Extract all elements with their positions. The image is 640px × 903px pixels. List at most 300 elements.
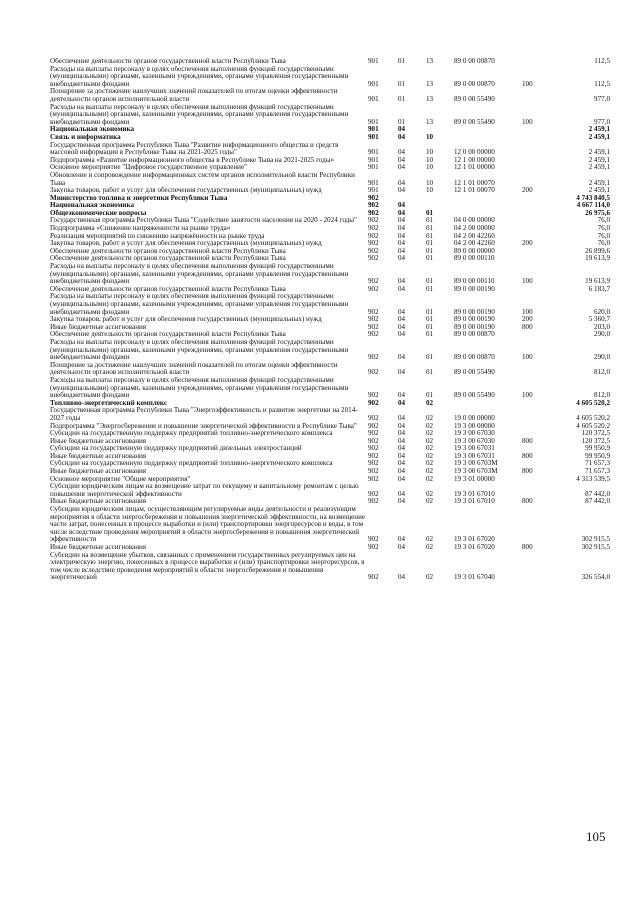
row-section-code: 04	[398, 544, 406, 551]
table-row	[50, 233, 610, 241]
row-amount: 812,0	[594, 368, 610, 377]
page-number: 105	[586, 829, 606, 844]
row-expense-type: 100	[522, 79, 533, 88]
row-expense-type	[522, 134, 560, 142]
row-grbs-code: 901	[368, 117, 379, 126]
row-expense-type	[522, 142, 560, 157]
row-section-code: 04	[398, 573, 406, 582]
row-grbs-code: 902	[368, 353, 379, 362]
row-grbs-code: 902	[368, 316, 379, 324]
row-name: Закупка товаров, работ и услуг для обеспечения государственных (муниципальных) нужд	[50, 187, 322, 195]
table-row	[50, 134, 610, 142]
row-expense-type	[522, 164, 560, 172]
row-name: Субсидии на государственную поддержку предприятий топливно-энергетического комплекса	[50, 460, 333, 468]
row-grbs-code: 902	[368, 573, 379, 582]
row-section-code: 04	[398, 148, 406, 157]
row-subsection-code: 01	[426, 232, 434, 240]
row-subsection-code: 13	[426, 94, 434, 103]
row-expense-type: 200	[522, 240, 533, 248]
row-section-code: 04	[398, 430, 406, 438]
row-name: Иные бюджетные ассигнования	[50, 437, 147, 445]
row-amount: 2 459,1	[588, 126, 610, 134]
row-subsection-code: 10	[426, 148, 434, 157]
row-subsection-code: 02	[426, 445, 434, 453]
row-target-article: 89 0 00 00110	[454, 277, 495, 286]
row-section-code: 04	[398, 240, 406, 248]
row-subsection-code: 01	[426, 307, 434, 316]
row-amount: 2 459,1	[588, 156, 610, 164]
row-name: Министерство топлива и энергетики Республики Тыва	[50, 194, 228, 202]
row-target-article: 19 3 00 6703М	[454, 468, 498, 476]
row-section-code: 01	[398, 94, 406, 103]
row-expense-type	[522, 286, 560, 294]
table-row	[50, 324, 610, 332]
row-section-code: 04	[398, 232, 406, 240]
row-amount: 4 313 539,5	[576, 475, 610, 483]
row-grbs-code: 902	[368, 225, 379, 233]
row-grbs-code: 902	[368, 277, 379, 286]
row-grbs-code: 902	[368, 209, 379, 217]
row-section-code: 04	[398, 307, 406, 316]
row-subsection-code: 01	[426, 353, 434, 362]
row-expense-type	[522, 217, 560, 225]
row-subsection-code	[426, 126, 454, 134]
row-target-article: 19 3 00 67030	[454, 437, 495, 445]
row-target-article: 19 3 00 00000	[454, 422, 495, 430]
row-name: Обеспечение деятельности органов государственной власти Республики Тыва	[50, 247, 286, 255]
row-expense-type	[522, 400, 560, 408]
table-row	[50, 293, 610, 316]
row-grbs-code: 901	[368, 58, 379, 65]
table-row	[50, 476, 610, 484]
row-expense-type	[522, 126, 560, 134]
table-row	[50, 164, 610, 172]
row-expense-type: 800	[522, 452, 533, 460]
table-row	[50, 316, 610, 324]
row-expense-type: 800	[522, 437, 533, 445]
row-section-code: 01	[398, 117, 406, 126]
row-grbs-code: 902	[368, 460, 379, 468]
row-amount: 76,0	[597, 240, 610, 248]
row-name: Обеспечение деятельности органов государственной власти Республики Тыва	[50, 255, 286, 263]
row-target-article: 89 0 00 55490	[454, 117, 495, 126]
row-amount: 26 899,6	[585, 247, 610, 255]
row-amount: 120 372,5	[581, 430, 610, 438]
row-section-code: 04	[398, 164, 406, 172]
row-subsection-code: 02	[426, 399, 434, 407]
row-name: Связь и информатика	[50, 133, 121, 141]
row-expense-type: 200	[522, 316, 533, 324]
table-row	[50, 498, 610, 506]
row-expense-type	[522, 255, 560, 263]
row-name: Топливно-энергетический комплекс	[50, 399, 167, 407]
row-grbs-code: 902	[368, 202, 379, 210]
row-expense-type	[522, 476, 560, 484]
row-section-code: 04	[398, 399, 406, 407]
row-section-code: 04	[398, 277, 406, 286]
table-row	[50, 506, 610, 544]
row-target-article	[454, 195, 522, 203]
row-expense-type	[522, 362, 560, 377]
row-amount: 4 605 520,2	[576, 422, 610, 430]
row-expense-type	[522, 407, 560, 422]
row-amount: 2 459,1	[588, 187, 610, 195]
row-grbs-code: 902	[368, 535, 379, 544]
table-row	[50, 460, 610, 468]
table-row	[50, 445, 610, 453]
row-expense-type: 800	[522, 544, 533, 551]
row-subsection-code: 01	[426, 277, 434, 286]
row-grbs-code: 902	[368, 430, 379, 438]
row-target-article	[454, 126, 522, 134]
row-grbs-code: 902	[368, 422, 379, 430]
table-row	[50, 468, 610, 476]
row-amount: 326 554,0	[581, 573, 610, 582]
row-subsection-code: 13	[426, 58, 434, 65]
row-section-code: 04	[398, 368, 406, 377]
row-subsection-code: 02	[426, 475, 434, 483]
row-subsection-code: 10	[426, 187, 434, 195]
row-target-article: 89 0 00 00190	[454, 323, 495, 331]
row-section-code: 04	[398, 413, 406, 422]
row-grbs-code: 901	[368, 94, 379, 103]
row-subsection-code: 02	[426, 535, 434, 544]
row-name: Субсидии на государственную поддержку предприятий дизельных электростанций	[50, 445, 302, 453]
table-row	[50, 172, 610, 187]
table-row	[50, 331, 610, 339]
row-grbs-code: 901	[368, 133, 379, 141]
row-amount: 6 183,7	[588, 285, 610, 293]
row-name: Реализация мероприятий по снижению напряжённости на рынке труда	[50, 232, 265, 240]
row-target-article	[454, 202, 522, 210]
row-amount: 76,0	[597, 217, 610, 225]
row-target-article: 04 2 00 42260	[454, 232, 495, 240]
table-row	[50, 195, 610, 203]
row-expense-type	[522, 331, 560, 339]
row-section-code: 01	[398, 79, 406, 88]
row-target-article: 12 1 01 00070	[454, 187, 495, 195]
row-amount: 2 459,1	[588, 148, 610, 157]
row-subsection-code: 01	[426, 247, 434, 255]
row-amount: 76,0	[597, 232, 610, 240]
row-expense-type	[522, 225, 560, 233]
row-target-article: 89 0 00 00110	[454, 255, 495, 263]
row-target-article: 89 0 00 55490	[454, 94, 495, 103]
table-row	[50, 407, 610, 422]
row-name: Обновление и сопровождение информационных систем органов исполнительной власти Республики Тыва	[50, 171, 355, 187]
row-grbs-code: 902	[368, 452, 379, 460]
row-name: Расходы на выплаты персоналу в целях обеспечения выполнения функций государственными (муниципальными) органами, казенными учреждениями, органами управления государственными внебюджетными фондами	[50, 293, 349, 316]
row-name: Обеспечение деятельности органов государственной власти Республики Тыва	[50, 331, 286, 339]
row-subsection-code: 10	[426, 178, 434, 187]
row-subsection-code	[426, 202, 454, 210]
row-expense-type: 100	[522, 307, 533, 316]
row-amount: 99 950,9	[585, 452, 610, 460]
row-grbs-code: 902	[368, 498, 379, 506]
row-expense-type	[522, 157, 560, 165]
row-name: Подпрограмма «Снижение напряженности на рынке труда»	[50, 225, 231, 233]
row-expense-type	[522, 430, 560, 438]
row-section-code	[398, 195, 426, 203]
row-grbs-code: 902	[368, 368, 379, 377]
row-grbs-code: 902	[368, 247, 379, 255]
row-name: Общеэкономические вопросы	[50, 209, 147, 217]
row-grbs-code: 902	[368, 232, 379, 240]
row-subsection-code: 10	[426, 164, 434, 172]
row-subsection-code: 01	[426, 255, 434, 263]
row-target-article: 89 0 00 00190	[454, 316, 495, 324]
row-subsection-code: 13	[426, 117, 434, 126]
row-target-article: 19 0 00 00000	[454, 413, 495, 422]
table-row	[50, 187, 610, 195]
row-name: Основное мероприятие "Общие мероприятия"	[50, 475, 191, 483]
row-subsection-code: 02	[426, 430, 434, 438]
row-subsection-code: 01	[426, 209, 434, 217]
row-name: Основное мероприятие "Цифровое государственное управление"	[50, 164, 248, 172]
row-subsection-code: 02	[426, 460, 434, 468]
row-name: Иные бюджетные ассигнования	[50, 452, 147, 460]
row-target-article: 89 0 00 00190	[454, 307, 495, 316]
row-amount: 4 743 840,5	[576, 194, 610, 202]
row-amount: 112,5	[594, 79, 610, 88]
row-name: Закупка товаров, работ и услуг для обеспечения государственных (муниципальных) нужд	[50, 316, 322, 324]
row-amount: 4 667 114,0	[576, 202, 610, 210]
row-grbs-code: 901	[368, 164, 379, 172]
row-target-article: 89 0 00 00870	[454, 58, 495, 65]
row-grbs-code: 902	[368, 194, 379, 202]
row-target-article: 89 0 00 00870	[454, 353, 495, 362]
row-name: Национальная экономика	[50, 202, 135, 210]
row-target-article	[454, 134, 522, 142]
row-target-article: 19 3 00 67031	[454, 452, 495, 460]
row-target-article	[454, 400, 522, 408]
row-section-code: 04	[398, 489, 406, 498]
row-name: Иные бюджетные ассигнования	[50, 498, 147, 506]
row-amount: 4 605 520,2	[576, 413, 610, 422]
row-target-article: 04 0 00 00000	[454, 217, 495, 225]
row-grbs-code: 902	[368, 391, 379, 400]
row-amount: 2 459,1	[588, 164, 610, 172]
row-amount: 71 657,3	[585, 460, 610, 468]
row-amount: 290,0	[594, 353, 610, 362]
table-row	[50, 430, 610, 438]
row-section-code: 04	[398, 247, 406, 255]
row-name: Расходы на выплаты персоналу в целях обеспечения выполнения функций государственными (муниципальными) органами, казенными учреждениями, органами управления государственными внебюджетными фондами	[50, 263, 349, 286]
row-section-code: 04	[398, 475, 406, 483]
row-section-code: 04	[398, 445, 406, 453]
row-subsection-code: 01	[426, 323, 434, 331]
table-row	[50, 423, 610, 431]
table-row	[50, 104, 610, 127]
table-row	[50, 217, 610, 225]
row-target-article: 12 1 01 00070	[454, 178, 495, 187]
table-row	[50, 438, 610, 446]
row-section-code: 04	[398, 498, 406, 506]
row-subsection-code: 01	[426, 240, 434, 248]
table-row	[50, 255, 610, 263]
row-section-code: 04	[398, 331, 406, 339]
row-section-code: 04	[398, 353, 406, 362]
row-name: Иные бюджетные ассигнования	[50, 323, 147, 331]
row-target-article: 89 0 00 00870	[454, 79, 495, 88]
row-name: Государственная программа Республики Тыва "Развитие информационного общества и средств массовой информации в Республике Тыва на 2021-2025 годы"	[50, 141, 339, 157]
row-grbs-code: 902	[368, 489, 379, 498]
row-name: Расходы на выплаты персоналу в целях обеспечения выполнения функций государственными (муниципальными) органами, казенными учреждениями, органами управления государственными внебюджетными фондами	[50, 103, 349, 126]
table-row	[50, 202, 610, 210]
row-subsection-code: 02	[426, 452, 434, 460]
row-amount: 2 459,1	[588, 178, 610, 187]
row-grbs-code: 902	[368, 307, 379, 316]
row-target-article: 19 3 00 6703М	[454, 460, 498, 468]
row-section-code: 04	[398, 460, 406, 468]
row-target-article: 12 0 00 00000	[454, 148, 495, 157]
row-grbs-code: 902	[368, 331, 379, 339]
table-row	[50, 286, 610, 294]
row-subsection-code: 01	[426, 368, 434, 377]
row-subsection-code: 01	[426, 316, 434, 324]
row-expense-type: 800	[522, 468, 533, 476]
row-name: Расходы на выплаты персоналу в целях обеспечения выполнения функций государственными (муниципальными) органами, казенными учреждениями, органами управления государственными внебюджетными фондами	[50, 376, 349, 400]
row-subsection-code: 10	[426, 156, 434, 164]
row-grbs-code: 901	[368, 148, 379, 157]
row-section-code: 04	[398, 255, 406, 263]
row-amount: 203,0	[594, 323, 610, 331]
row-name: Государственная программа Республики Тыва "Энергоэффективность и развитие энергетики на 2014-2027 годы	[50, 407, 358, 422]
row-expense-type	[522, 248, 560, 256]
row-amount: 99 950,9	[585, 445, 610, 453]
row-section-code: 04	[398, 225, 406, 233]
row-grbs-code: 902	[368, 437, 379, 445]
table-row	[50, 142, 610, 157]
table-row	[50, 362, 610, 377]
row-name: Субсидии на государственную поддержку предприятий топливно-энергетического комплекса	[50, 430, 333, 438]
row-name: Подпрограмма «Развитие информационного общества в Республике Тыва на 2021-2025 годы»	[50, 156, 335, 164]
row-target-article: 89 0 00 55490	[454, 368, 495, 377]
row-amount: 290,0	[594, 331, 610, 339]
row-grbs-code: 902	[368, 217, 379, 225]
row-target-article: 19 3 01 00000	[454, 475, 495, 483]
row-amount: 977,0	[594, 117, 610, 126]
row-subsection-code: 02	[426, 413, 434, 422]
row-target-article: 12 1 01 00000	[454, 164, 495, 172]
row-target-article: 19 3 01 67040	[454, 573, 495, 582]
row-grbs-code: 901	[368, 79, 379, 88]
row-expense-type	[522, 88, 560, 103]
row-grbs-code: 902	[368, 399, 379, 407]
row-amount: 76,0	[597, 225, 610, 233]
budget-table	[50, 58, 610, 582]
row-section-code: 04	[398, 437, 406, 445]
row-name: Закупка товаров, работ и услуг для обеспечения государственных (муниципальных) нужд	[50, 240, 322, 248]
table-row	[50, 58, 610, 66]
row-amount: 112,5	[594, 58, 610, 65]
row-expense-type	[522, 210, 560, 218]
table-row	[50, 88, 610, 103]
row-amount: 19 613,9	[585, 255, 610, 263]
row-grbs-code: 902	[368, 475, 379, 483]
row-name: Субсидии юридическим лицам, осуществляющим регулируемые виды деятельности и реализующим мероприятия в области энергосбережения и повышения энергетической эффективности, на возмещение части затрат, понесенных в процессе выработки и (или) транспортировки энергоресурсов и воды, в том числе вследствие проведения мероприятий в области энергосбережения и повышения энергетической эффективности	[50, 506, 366, 544]
row-target-article: 04 2 00 00000	[454, 225, 495, 233]
table-row	[50, 126, 610, 134]
row-expense-type	[522, 233, 560, 241]
row-section-code: 04	[398, 156, 406, 164]
table-row	[50, 552, 610, 582]
row-section-code: 04	[398, 316, 406, 324]
row-expense-type	[522, 506, 560, 544]
row-subsection-code: 02	[426, 468, 434, 476]
row-amount: 120 372,5	[581, 437, 610, 445]
row-name: Расходы на выплаты персоналу в целях обеспечения выполнения функций государственными (муниципальными) органами, казенными учреждениями, органами управления государственными внебюджетными фондами	[50, 65, 349, 88]
row-name: Подпрограмма "Энергосбережение и повышение энергетической эффективности в Республике Тыва"	[50, 422, 357, 430]
row-grbs-code: 901	[368, 187, 379, 195]
row-grbs-code: 902	[368, 468, 379, 476]
row-amount: 26 975,6	[585, 209, 610, 217]
row-expense-type	[522, 202, 560, 210]
row-amount: 19 613,9	[585, 277, 610, 286]
row-target-article: 12 1 00 00000	[454, 156, 495, 164]
row-subsection-code: 02	[426, 422, 434, 430]
table-row	[50, 66, 610, 89]
row-target-article: 19 3 01 67020	[454, 535, 495, 544]
row-section-code: 04	[398, 209, 406, 217]
row-target-article: 89 0 00 00000	[454, 247, 495, 255]
row-subsection-code: 02	[426, 498, 434, 506]
table-row	[50, 157, 610, 165]
row-name: Поощрение за достижение наилучших значений показателей по итогам оценки эффективности деятельности органов исполнительной власти	[50, 88, 338, 103]
row-section-code: 04	[398, 217, 406, 225]
row-expense-type	[522, 483, 560, 498]
row-subsection-code: 01	[426, 285, 434, 293]
row-grbs-code: 901	[368, 156, 379, 164]
row-amount: 302 915,5	[581, 544, 610, 551]
row-section-code: 04	[398, 202, 406, 210]
table-row	[50, 263, 610, 286]
row-subsection-code: 01	[426, 391, 434, 400]
row-target-article	[454, 210, 522, 218]
table-row	[50, 339, 610, 362]
row-name: Поощрение за достижение наилучших значений показателей по итогам оценки эффективности деятельности органов исполнительной власти	[50, 361, 338, 377]
row-section-code: 04	[398, 323, 406, 331]
row-name: Субсидии юридическим лицам на возмещение затрат по текущему и капитальному ремонтам с целью повышения энергетической эффективности	[50, 483, 359, 498]
row-expense-type	[522, 58, 560, 66]
row-expense-type: 200	[522, 187, 533, 195]
row-target-article: 19 3 00 67031	[454, 445, 495, 453]
row-section-code: 04	[398, 285, 406, 293]
row-expense-type: 800	[522, 323, 533, 331]
row-name: Иные бюджетные ассигнования	[50, 544, 147, 551]
row-amount: 812,0	[594, 391, 610, 400]
row-grbs-code: 901	[368, 178, 379, 187]
row-expense-type: 100	[522, 117, 533, 126]
table-row	[50, 210, 610, 218]
row-expense-type	[522, 195, 560, 203]
table-row	[50, 453, 610, 461]
row-amount: 620,0	[594, 307, 610, 316]
row-section-code: 04	[398, 468, 406, 476]
row-amount: 87 442,0	[585, 498, 610, 506]
row-name: Государственная программа Республики Тыва "Содействие занятости населения на 2020 - 2024 годы"	[50, 217, 357, 225]
row-section-code: 01	[398, 58, 406, 65]
row-amount: 5 360,7	[588, 316, 610, 324]
row-name: Субсидии на возмещение убытков, связанных с применением государственных регулируемых цен на электрическую энергию, понесенных в процессе выработки и (или) транспортировки энергоресурсов, в том числе вследствие проведения мероприятий в области энергосбережения и повышения энергетической	[50, 551, 365, 582]
row-name: Обеспечение деятельности органов государственной власти Республики Тыва	[50, 58, 286, 65]
row-name: Национальная экономика	[50, 126, 135, 134]
table-row	[50, 248, 610, 256]
row-target-article: 89 0 00 00190	[454, 285, 495, 293]
row-section-code: 04	[398, 187, 406, 195]
row-amount: 977,0	[594, 94, 610, 103]
row-target-article: 89 0 00 55490	[454, 391, 495, 400]
